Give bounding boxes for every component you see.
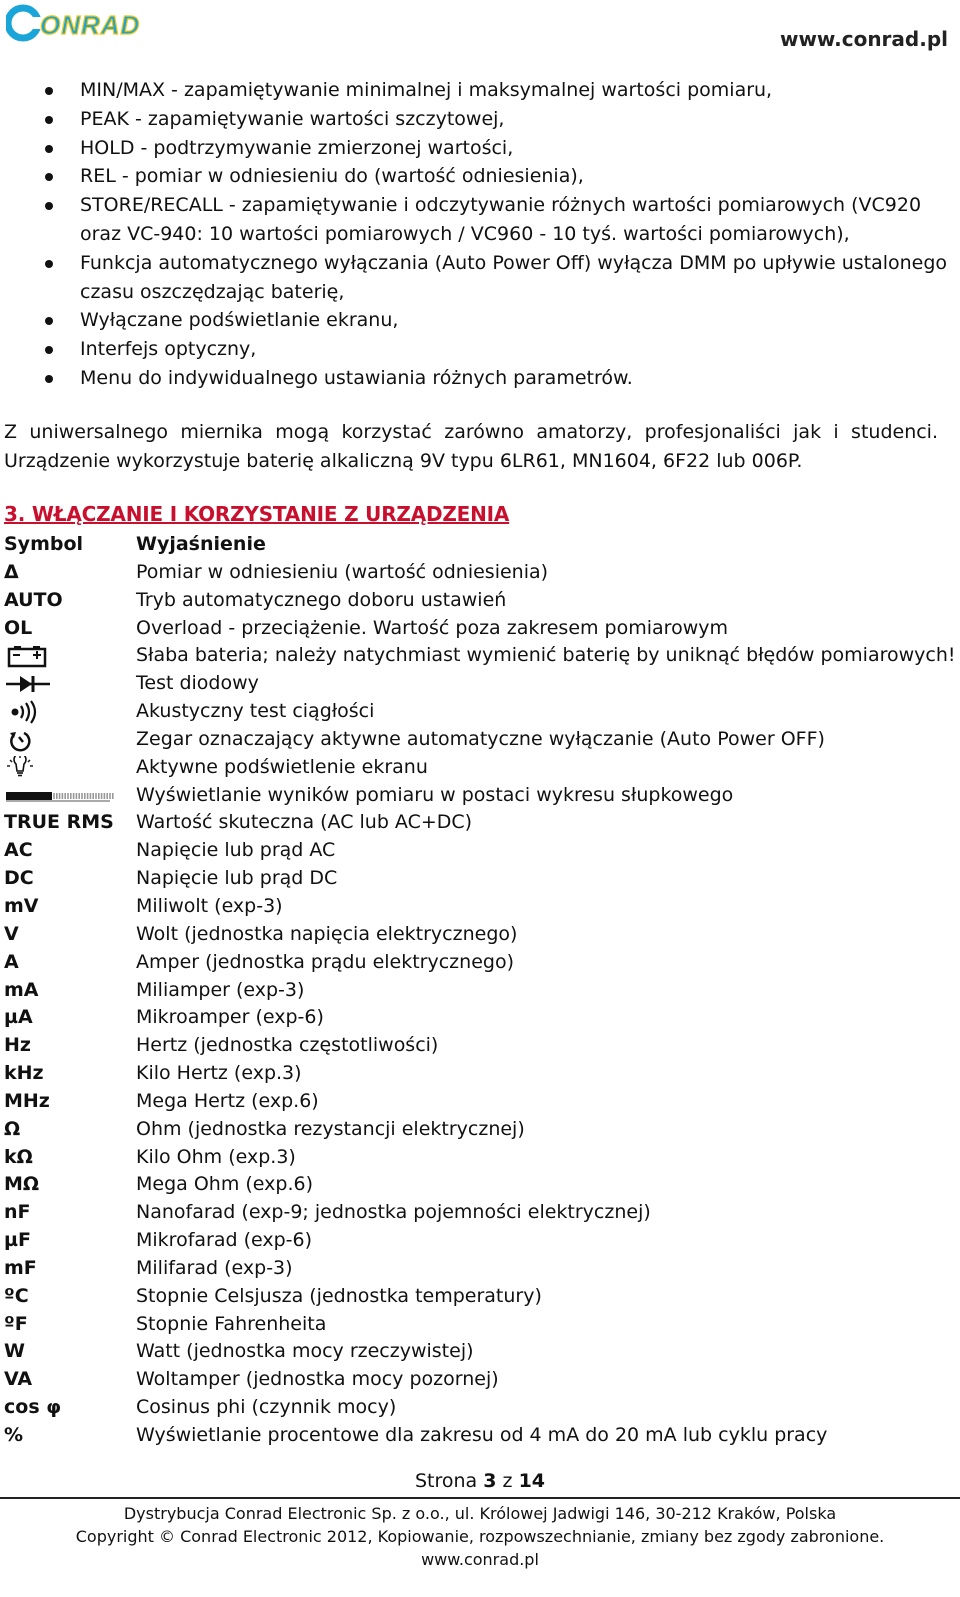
table-row [0, 559, 960, 587]
symbol-cell: VA [4, 1368, 33, 1391]
description-cell: Tryb automatycznego doboru ustawień [136, 588, 507, 611]
site-url[interactable]: www.conrad.pl [779, 27, 948, 51]
table-row [0, 1032, 960, 1060]
footer-line: Copyright © Conrad Electronic 2012, Kopiowanie, rozpowszechnianie, zmiany bez zgody zabronione. [75, 1527, 885, 1546]
description-cell: Stopnie Celsjusza (jednostka temperatury) [136, 1284, 542, 1307]
list-item: Wyłączane podświetlanie ekranu, [0, 306, 960, 335]
description-cell: Test diodowy [136, 672, 259, 695]
page-sep: z [502, 1470, 513, 1492]
backlight-icon [6, 756, 52, 780]
table-row [0, 1255, 960, 1283]
page-header [0, 0, 960, 60]
description-cell: Nanofarad (exp-9; jednostka pojemności elektrycznej) [136, 1201, 651, 1224]
description-cell: Wolt (jednostka napięcia elektrycznego) [136, 922, 518, 945]
description-cell: Mikroamper (exp-6) [136, 1006, 324, 1029]
section-title: 3. WŁĄCZANIE I KORZYSTANIE Z URZĄDZENIA [4, 502, 510, 526]
page-current: 3 [483, 1470, 497, 1492]
table-row [0, 949, 960, 977]
symbol-cell: MHz [4, 1089, 50, 1112]
symbol-cell: MΩ [4, 1173, 40, 1196]
page-number [0, 1470, 960, 1492]
symbol-cell: Δ [4, 560, 19, 583]
auto-power-off-icon [6, 728, 52, 752]
description-cell: Wartość skuteczna (AC lub AC+DC) [136, 811, 473, 834]
table-row [0, 1422, 960, 1450]
description-cell: Mikrofarad (exp-6) [136, 1229, 313, 1252]
list-item: REL - pomiar w odniesieniu do (wartość odniesienia), [0, 162, 960, 191]
symbol-cell: mV [4, 894, 39, 917]
table-row [0, 809, 960, 837]
footer-divider [0, 1497, 960, 1499]
list-item: Interfejs optyczny, [0, 335, 960, 364]
symbol-cell: TRUE RMS [4, 811, 114, 834]
description-cell: Hertz (jednostka częstotliwości) [136, 1034, 439, 1057]
table-row [0, 977, 960, 1005]
description-cell: Ohm (jednostka rezystancji elektrycznej) [136, 1117, 525, 1140]
symbol-cell: Ω [4, 1117, 21, 1140]
table-row [0, 1004, 960, 1032]
description-cell: Woltamper (jednostka mocy pozornej) [136, 1368, 499, 1391]
description-cell: Kilo Ohm (exp.3) [136, 1145, 296, 1168]
list-item: Funkcja automatycznego wyłączania (Auto Power Off) wyłącza DMM po upływie ustalonego czasu oszczędzając baterię, [0, 249, 960, 307]
symbol-cell: V [4, 922, 19, 945]
description-cell: Overload - przeciążenie. Wartość poza zakresem pomiarowym [136, 616, 728, 639]
symbol-cell: AC [4, 839, 33, 862]
symbol-cell: ºC [4, 1284, 29, 1307]
description-cell: Pomiar w odniesieniu (wartość odniesienia) [136, 560, 549, 583]
footer-text [0, 1502, 960, 1571]
description-cell: Amper (jednostka prądu elektrycznego) [136, 950, 514, 973]
footer-url[interactable]: www.conrad.pl [421, 1550, 539, 1569]
table-row [0, 726, 960, 754]
table-row [0, 1171, 960, 1199]
symbol-cell: nF [4, 1201, 31, 1224]
svg-text:ONRAD: ONRAD [40, 10, 141, 40]
symbol-cell: µA [4, 1006, 33, 1029]
description-cell: Miliamper (exp-3) [136, 978, 305, 1001]
table-row [0, 1144, 960, 1172]
symbol-cell: % [4, 1424, 24, 1446]
description-cell: Cosinus phi (czynnik mocy) [136, 1396, 397, 1419]
list-item: PEAK - zapamiętywanie wartości szczytowej, [0, 105, 960, 134]
table-row [0, 1088, 960, 1116]
description-cell: Wyświetlanie procentowe dla zakresu od 4 mA do 20 mA lub cyklu pracy [136, 1424, 828, 1446]
table-row [0, 1311, 960, 1339]
conrad-logo [6, 4, 166, 42]
symbol-cell: kΩ [4, 1145, 33, 1168]
symbol-cell: ºF [4, 1312, 28, 1335]
description-cell: Milifarad (exp-3) [136, 1256, 293, 1279]
page-total: 14 [518, 1470, 546, 1492]
table-row [0, 1338, 960, 1366]
beeper-icon [6, 700, 52, 724]
description-cell: Słaba bateria; należy natychmiast wymienić baterię by uniknąć błędów pomiarowych! [136, 644, 956, 667]
intro-line: Z uniwersalnego miernika mogą korzystać zarówno amatorzy, profesjonaliści jak i studenci. [4, 421, 938, 443]
symbol-cell: AUTO [4, 588, 63, 611]
table-row [0, 698, 960, 726]
list-item: STORE/RECALL - zapamiętywanie i odczytywanie różnych wartości pomiarowych (VC920 oraz VC-940: 10 wartości pomiarowych / VC960 - 10 tyś. wartości pomiarowych), [0, 191, 960, 249]
table-row [0, 1227, 960, 1255]
table-header-row [0, 531, 960, 559]
table-row [0, 1116, 960, 1144]
symbol-cell: Hz [4, 1034, 31, 1057]
table-row [0, 782, 960, 810]
table-row [0, 1394, 960, 1422]
table-row [0, 1199, 960, 1227]
column-header-desc: Wyjaśnienie [136, 533, 266, 555]
symbol-cell: µF [4, 1229, 31, 1252]
description-cell: Mega Hertz (exp.6) [136, 1089, 319, 1112]
page-footer [0, 1470, 960, 1492]
description-cell: Aktywne podświetlenie ekranu [136, 755, 428, 778]
symbol-cell: DC [4, 867, 34, 890]
table-row [0, 1060, 960, 1088]
table-row [0, 893, 960, 921]
symbol-cell: OL [4, 616, 33, 639]
column-header-symbol: Symbol [4, 533, 84, 555]
description-cell: Watt (jednostka mocy rzeczywistej) [136, 1340, 474, 1363]
description-cell: Napięcie lub prąd AC [136, 839, 336, 862]
battery-low-icon [6, 644, 52, 668]
footer-line: Dystrybucja Conrad Electronic Sp. z o.o., ul. Królowej Jadwigi 146, 30-212 Kraków, Polska [123, 1504, 837, 1523]
table-row [0, 615, 960, 643]
symbol-cell: cos φ [4, 1396, 62, 1419]
description-cell: Mega Ohm (exp.6) [136, 1173, 313, 1196]
description-cell: Stopnie Fahrenheita [136, 1312, 327, 1335]
table-row [0, 642, 960, 670]
table-row [0, 837, 960, 865]
symbol-cell: mF [4, 1256, 37, 1279]
list-item: Menu do indywidualnego ustawiania różnych parametrów. [0, 364, 960, 393]
symbol-table [0, 531, 960, 1450]
intro-line: Urządzenie wykorzystuje baterię alkaliczną 9V typu 6LR61, MN1604, 6F22 lub 006P. [4, 449, 803, 472]
description-cell: Akustyczny test ciągłości [136, 700, 375, 723]
table-row [0, 754, 960, 782]
description-cell: Zegar oznaczający aktywne automatyczne wyłączanie (Auto Power OFF) [136, 727, 825, 750]
symbol-cell: kHz [4, 1062, 44, 1085]
list-item: HOLD - podtrzymywanie zmierzonej wartości, [0, 134, 960, 163]
description-cell: Miliwolt (exp-3) [136, 894, 283, 917]
symbol-cell: W [4, 1340, 25, 1363]
intro-paragraph [4, 418, 938, 475]
table-row [0, 670, 960, 698]
table-row [0, 865, 960, 893]
symbol-cell: A [4, 950, 19, 973]
feature-list [0, 76, 960, 393]
description-cell: Kilo Hertz (exp.3) [136, 1062, 302, 1085]
bargraph-icon [6, 784, 116, 808]
table-row [0, 587, 960, 615]
table-row [0, 1366, 960, 1394]
page-prefix: Strona [414, 1470, 478, 1492]
description-cell: Napięcie lub prąd DC [136, 867, 338, 890]
description-cell: Wyświetlanie wyników pomiaru w postaci wykresu słupkowego [136, 783, 734, 806]
list-item: MIN/MAX - zapamiętywanie minimalnej i maksymalnej wartości pomiaru, [0, 76, 960, 105]
table-row [0, 1283, 960, 1311]
diode-icon [6, 672, 52, 696]
table-row [0, 921, 960, 949]
symbol-cell: mA [4, 978, 39, 1001]
